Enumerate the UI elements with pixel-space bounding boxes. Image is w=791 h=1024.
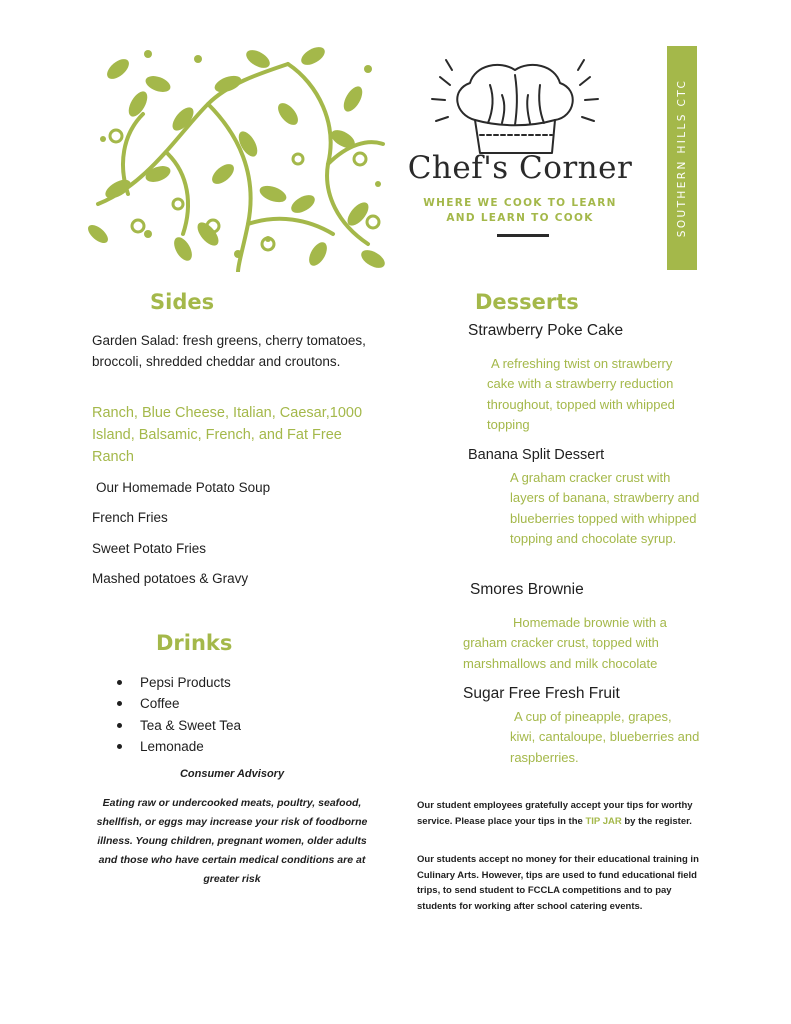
tagline-divider [497, 234, 549, 237]
chef-hat-icon [420, 55, 610, 165]
vine-illustration [88, 44, 388, 272]
dessert-name-banana-split: Banana Split Dessert [468, 447, 605, 463]
drink-item: Lemonade [117, 736, 241, 757]
tips-text-before: Our student employees gratefully accept your tips for worthy service. Please place your tips in the [417, 800, 693, 827]
sides-heading: Sides [150, 290, 215, 314]
dessert-name-smores-brownie: Smores Brownie [470, 581, 584, 598]
drink-item: Coffee [117, 693, 241, 714]
advisory-title: Consumer Advisory [179, 768, 285, 780]
dessert-name-sugar-free-fruit: Sugar Free Fresh Fruit [463, 685, 620, 702]
dressings-text: Ranch, Blue Cheese, Italian, Caesar,1000 Island, Balsamic, French, and Fat Free Ranch [92, 405, 363, 465]
drinks-list [117, 672, 241, 757]
dessert-desc-smores-brownie: Homemade brownie with a graham cracker crust, topped with marshmallows and milk chocolate [463, 615, 667, 671]
side-band [667, 46, 697, 270]
side-band-text: SOUTHERN HILLS CTC [676, 78, 688, 238]
tagline [402, 196, 638, 226]
desserts-heading: Desserts [475, 290, 579, 314]
side-item-french-fries: French Fries [92, 510, 168, 525]
tips-paragraph-2: Our students accept no money for their educational training in Culinary Arts. However, tips are used to fund educational field trips, to send student to FCCLA competitions and to pay students for working after school catering events. [417, 854, 699, 912]
tagline-line-1: WHERE WE COOK TO LEARN [423, 197, 617, 209]
dessert-desc-banana-split: A graham cracker crust with layers of banana, strawberry and blueberries topped with whipped topping and chocolate syrup. [510, 470, 700, 546]
advisory-text: Eating raw or undercooked meats, poultry, seafood, shellfish, or eggs may increase your risk of foodborne illness. Young children, pregnant women, older adults and those who have certain medical conditions are at greater risk [96, 797, 368, 885]
drinks-heading: Drinks [156, 631, 233, 655]
dessert-name-strawberry-poke-cake: Strawberry Poke Cake [468, 322, 624, 339]
tip-jar-highlight: TIP JAR [585, 815, 622, 827]
dessert-desc-sugar-free-fruit: A cup of pineapple, grapes, kiwi, cantaloupe, blueberries and raspberries. [510, 709, 700, 765]
brand-title: Chef's Corner [407, 150, 633, 186]
side-item-potato-soup: Our Homemade Potato Soup [96, 480, 271, 495]
side-item-mashed-potatoes: Mashed potatoes & Gravy [92, 571, 249, 586]
dessert-desc-strawberry-poke-cake: A refreshing twist on strawberry cake with a strawberry reduction throughout, topped with whipped topping [487, 356, 675, 432]
drink-item: Pepsi Products [117, 672, 241, 693]
tips-text-after: by the register. [621, 815, 692, 827]
tagline-line-2: AND LEARN TO COOK [446, 212, 594, 224]
drink-item: Tea & Sweet Tea [117, 715, 241, 736]
side-item-sweet-potato-fries: Sweet Potato Fries [92, 541, 207, 556]
garden-salad-text: Garden Salad: fresh greens, cherry tomatoes, broccoli, shredded cheddar and croutons. [92, 333, 366, 369]
tips-paragraph-1 [417, 798, 707, 829]
